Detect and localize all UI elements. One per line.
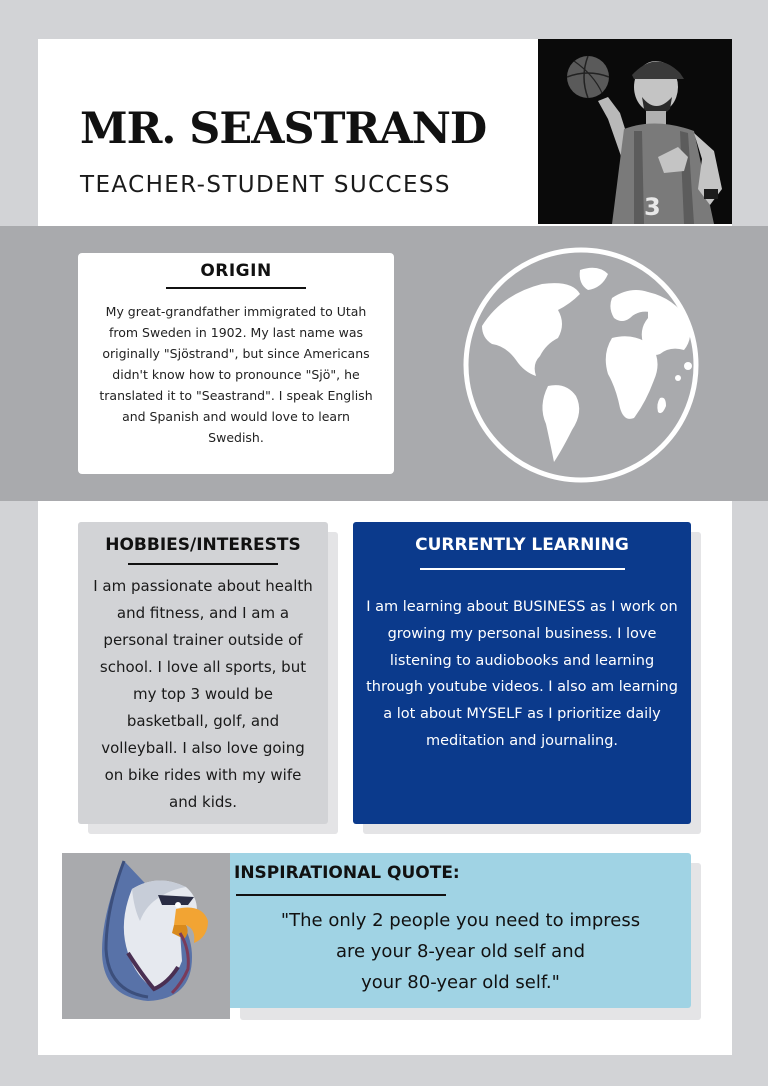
eagle-mascot-icon	[62, 853, 230, 1019]
page-title: MR. SEASTRAND	[80, 104, 487, 154]
basketball-player-photo	[538, 39, 732, 224]
quote-line-1: "The only 2 people you need to impress	[280, 910, 641, 931]
origin-divider	[166, 287, 306, 289]
quote-line-3: your 80-year old self."	[361, 972, 560, 993]
quote-heading: INSPIRATIONAL QUOTE:	[234, 863, 460, 883]
origin-text: My great-grandfather immigrated to Utah from Sweden in 1902. My last name was originally "Sjöstrand", but since Americans didn't know how to pronounce "Sjö", he translated it to "Seastrand". I speak English and Spanish and would love to learn Swedish.	[99, 304, 373, 445]
learning-divider	[420, 568, 625, 570]
svg-text:3: 3	[644, 193, 661, 221]
learning-text: I am learning about BUSINESS as I work on growing my personal business. I love listening to audiobooks and learning through youtube videos. I also am learning a lot about MYSELF as I prioritize daily meditation and journaling.	[366, 599, 678, 749]
page-subtitle: TEACHER-STUDENT SUCCESS	[80, 172, 451, 198]
origin-card	[78, 253, 394, 474]
globe-icon	[462, 246, 700, 484]
learning-heading: CURRENTLY LEARNING	[415, 535, 629, 555]
quote-divider	[236, 894, 446, 896]
quote-line-2: are your 8-year old self and	[335, 941, 586, 962]
hobbies-heading: HOBBIES/INTERESTS	[105, 535, 301, 555]
hobbies-divider	[128, 563, 278, 565]
origin-heading: ORIGIN	[200, 261, 272, 281]
hobbies-card	[78, 522, 328, 824]
quote-text	[230, 905, 691, 998]
hobbies-text: I am passionate about health and fitness, and I am a personal trainer outside of school. I love all sports, but my top 3 would be basketball, golf, and volleyball. I also love going on bike rides with my wife and kids.	[93, 577, 313, 811]
learning-card	[353, 522, 691, 824]
quote-card	[230, 853, 691, 1008]
